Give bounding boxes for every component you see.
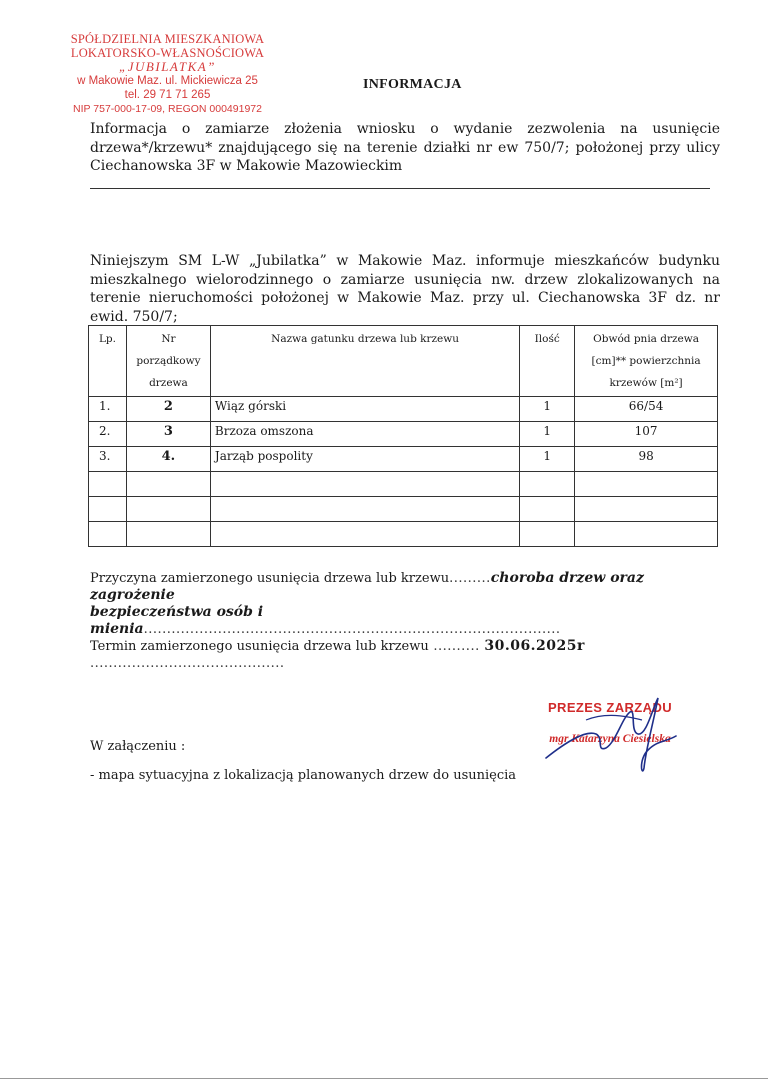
attachment-label: W załączeniu : bbox=[90, 739, 186, 754]
row-species: Brzoza omszona bbox=[210, 422, 519, 447]
table-row bbox=[89, 397, 718, 422]
stamp-phone: tel. 29 71 71 265 bbox=[124, 89, 211, 101]
reason-value-1: choroba drzew oraz zagrożenie bbox=[90, 570, 644, 603]
table-row bbox=[89, 422, 718, 447]
header-species: Nazwa gatunku drzewa lub krzewu bbox=[210, 326, 519, 397]
row-circumference: 107 bbox=[575, 422, 718, 447]
row-qty: 1 bbox=[520, 447, 575, 472]
header-circumference: Obwód pnia drzewa [cm]** powierzchnia krzewów [m²] bbox=[575, 326, 718, 397]
attachment-item: - mapa sytuacyjna z lokalizacją planowanych drzew do usunięcia bbox=[90, 768, 517, 783]
row-nr: 3 bbox=[126, 422, 210, 447]
row-species: Wiąz górski bbox=[210, 397, 519, 422]
row-lp: 1. bbox=[89, 397, 127, 422]
row-species: Jarząb pospolity bbox=[210, 447, 519, 472]
page-bottom-line bbox=[0, 1078, 768, 1079]
reason-label: Przyczyna zamierzonego usunięcia drzewa lub krzewu bbox=[90, 571, 450, 586]
term-value: 30.06.2025r bbox=[484, 638, 585, 654]
board-role: PREZES ZARZĄDU bbox=[547, 700, 673, 715]
header-nr: Nr porządkowy drzewa bbox=[126, 326, 210, 397]
term-line: Termin zamierzonego usunięcia drzewa lub krzewu .......... 30.06.2025r .......................................... bbox=[90, 638, 585, 671]
table-header-row bbox=[89, 326, 718, 397]
page-title: INFORMACJA bbox=[363, 77, 462, 92]
table-row-empty bbox=[89, 497, 718, 522]
row-circumference: 66/54 bbox=[575, 397, 718, 422]
stamp-nip-regon: NIP 757-000-17-09, REGON 000491972 bbox=[73, 103, 262, 115]
header-qty: Ilość bbox=[520, 326, 575, 397]
stamp-brand: „JUBILATKA” bbox=[119, 59, 216, 74]
reason-value-2: bezpieczeństwa osób i mienia bbox=[90, 604, 264, 637]
trees-table bbox=[88, 325, 718, 547]
table-row-empty bbox=[89, 522, 718, 547]
stamp-line-1: SPÓŁDZIELNIA MIESZKANIOWA bbox=[70, 32, 265, 46]
row-circumference: 98 bbox=[575, 447, 718, 472]
table-row bbox=[89, 447, 718, 472]
intro-text: Informacja o zamiarze złożenia wniosku o wydanie zezwolenia na usunięcie drzewa*/krzewu* znajdującego się na terenie działki nr ew 750/7; położonej przy ulicy Ciechanowska 3F w Makowie Mazowieckim bbox=[90, 121, 720, 174]
row-nr: 2 bbox=[126, 397, 210, 422]
reason-block bbox=[90, 570, 720, 672]
divider bbox=[90, 188, 710, 189]
stamp-line-2: LOKATORSKO-WŁASNOŚCIOWA bbox=[70, 46, 265, 60]
row-lp: 3. bbox=[89, 447, 127, 472]
signature-icon bbox=[526, 690, 696, 780]
cooperative-stamp bbox=[60, 32, 275, 116]
header-lp: Lp. bbox=[89, 326, 127, 397]
reason-line-1: Przyczyna zamierzonego usunięcia drzewa lub krzewu.........choroba drzew oraz zagrożenie bbox=[90, 570, 644, 603]
reason-line-2: bezpieczeństwa osób i mienia.......................................................................................... bbox=[90, 604, 561, 637]
row-qty: 1 bbox=[520, 397, 575, 422]
table-row-empty bbox=[89, 472, 718, 497]
row-lp: 2. bbox=[89, 422, 127, 447]
row-qty: 1 bbox=[520, 422, 575, 447]
row-nr: 4. bbox=[126, 447, 210, 472]
term-label: Termin zamierzonego usunięcia drzewa lub krzewu bbox=[90, 639, 429, 654]
board-person: mgr Katarzyna Ciesielska bbox=[549, 733, 671, 745]
notice-paragraph: Niniejszym SM L-W „Jubilatka” w Makowie Maz. informuje mieszkańców budynku mieszkalnego wielorodzinnego o zamiarze usunięcia nw. drzew zlokalizowanych na terenie nieruchomości położonej w Makowie Maz. przy ul. Ciechanowska 3F dz. nr ewid. 750/7; bbox=[90, 253, 720, 325]
stamp-address: w Makowie Maz. ul. Mickiewicza 25 bbox=[77, 75, 258, 87]
